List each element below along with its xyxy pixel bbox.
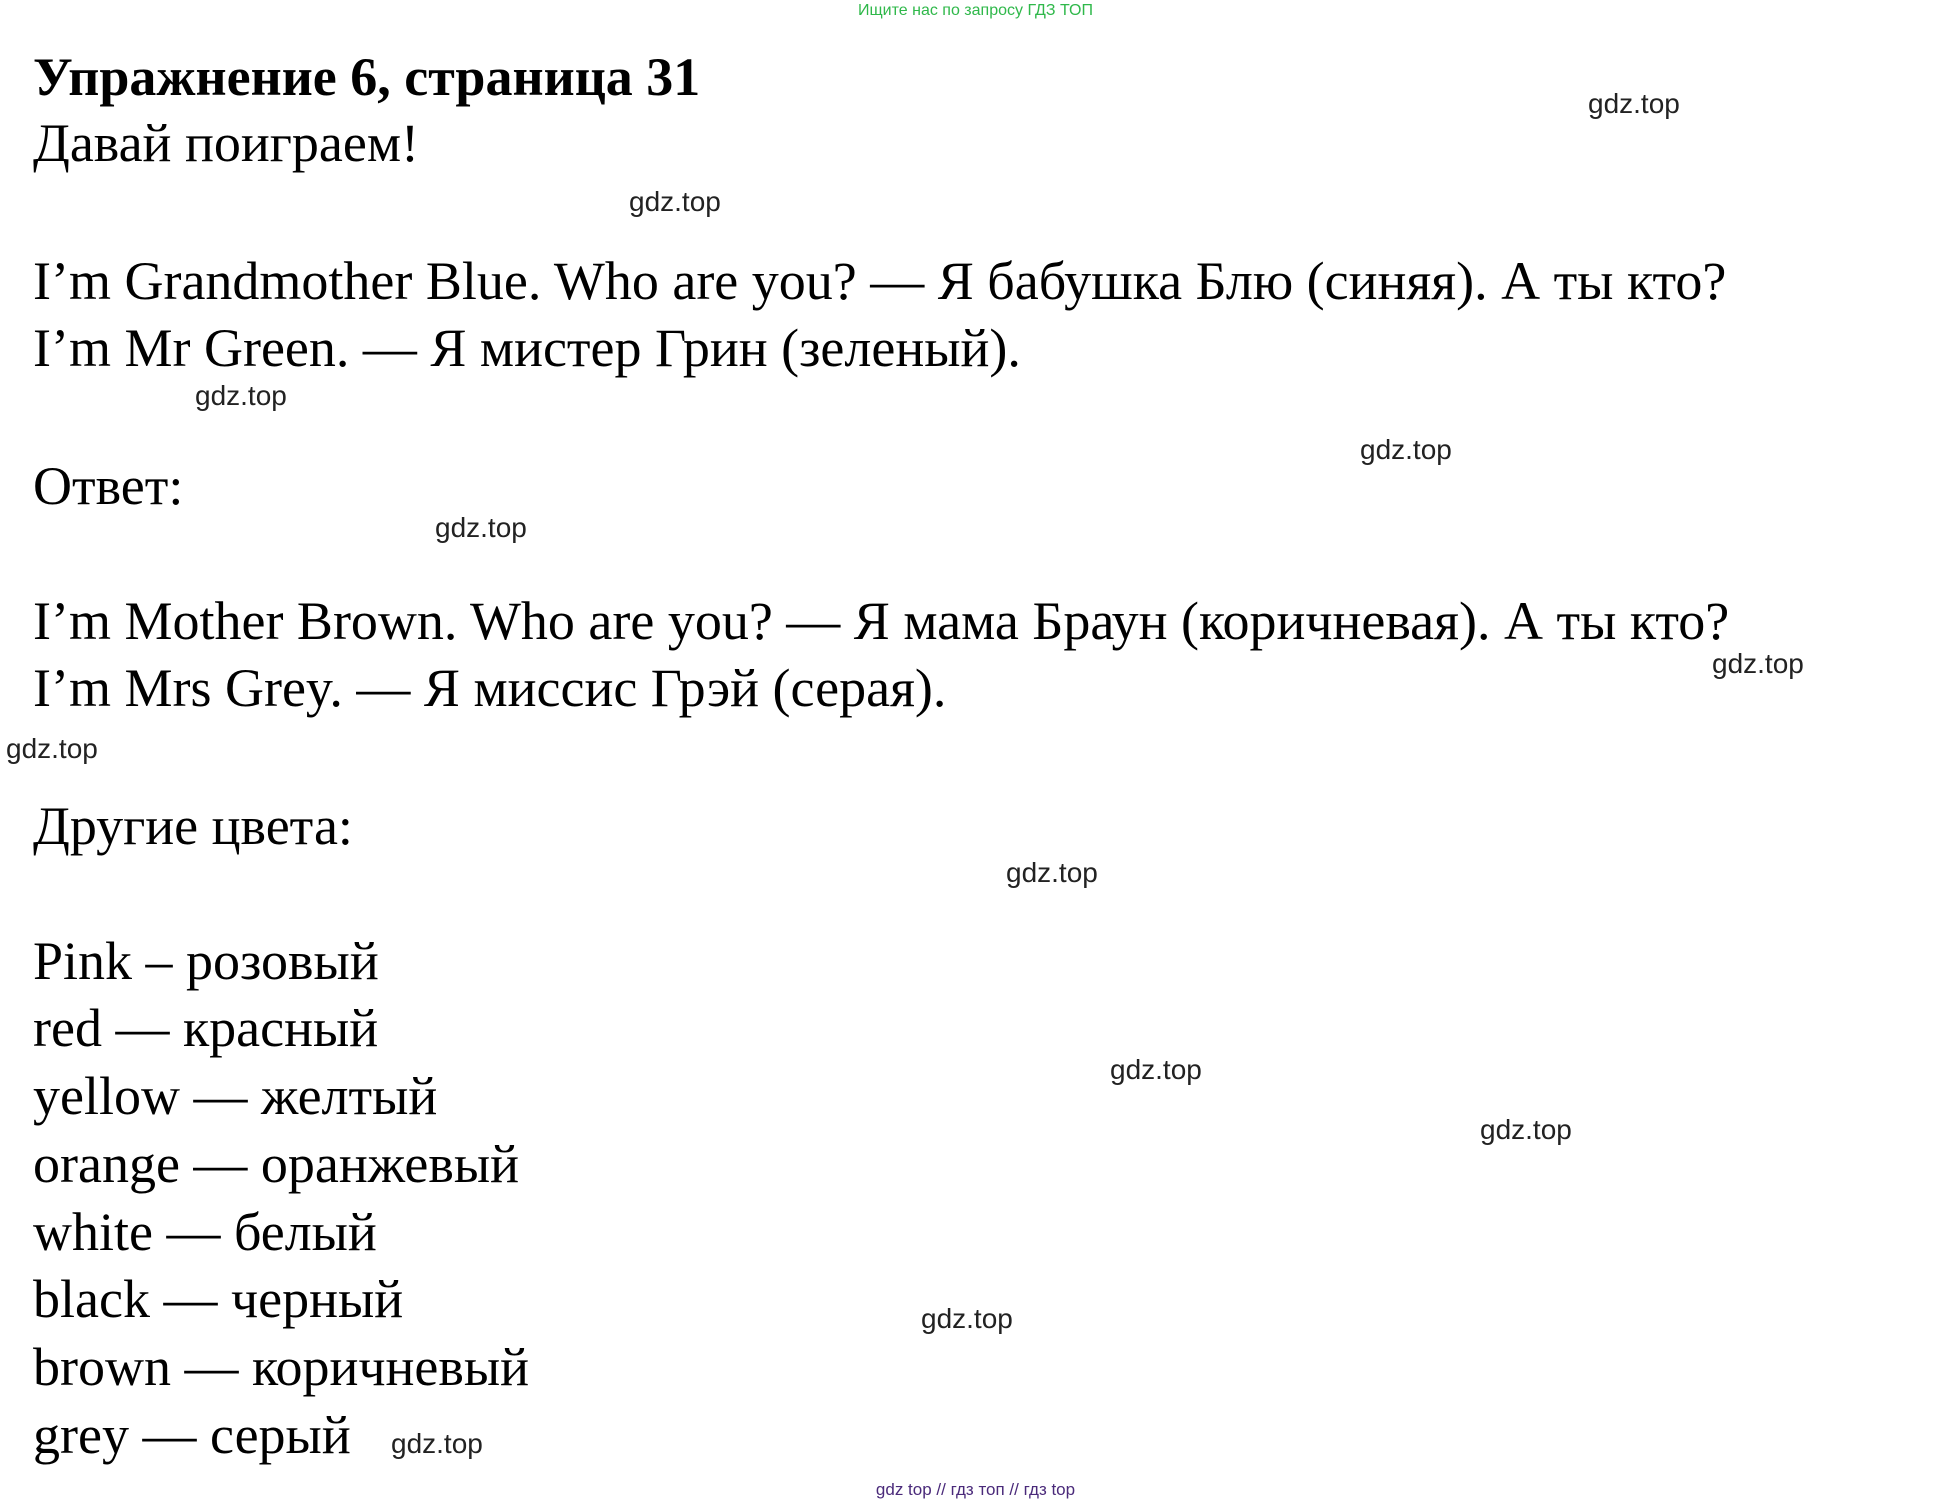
color-item-grey: grey — серый [33,1405,351,1465]
color-item-brown: brown — коричневый [33,1337,530,1397]
color-item-orange: orange — оранжевый [33,1134,520,1194]
watermark: gdz.top [6,733,98,764]
watermark: gdz.top [195,380,287,411]
color-item-white: white — белый [33,1202,377,1262]
watermark: gdz.top [391,1428,483,1459]
dialog-line-1: I’m Grandmother Blue. Who are you? — Я бабушка Блю (синяя). А ты кто? [33,251,1727,311]
answer-label: Ответ: [33,456,184,516]
watermark: gdz.top [1110,1054,1202,1085]
footer: gdz top // гдз топ // гдз top [875,1480,1076,1499]
watermark: gdz.top [1360,434,1452,465]
page-title: Упражнение 6, страница 31 [33,47,701,107]
color-item-black: black — черный [33,1269,404,1329]
watermark: gdz.top [921,1303,1013,1334]
color-item-yellow: yellow — желтый [33,1066,438,1126]
other-colors-label: Другие цвета: [33,796,353,856]
top-banner: Ищите нас по запросу ГДЗ ТОП [858,2,1093,19]
dialog-line-2: I’m Mr Green. — Я мистер Грин (зеленый). [33,318,1021,378]
watermark: gdz.top [629,186,721,217]
watermark: gdz.top [1006,857,1098,888]
watermark: gdz.top [1480,1114,1572,1145]
subtitle: Давай поиграем! [33,113,419,173]
answer-line-1: I’m Mother Brown. Who are you? — Я мама Браун (коричневая). А ты кто? [33,591,1730,651]
answer-line-2: I’m Mrs Grey. — Я миссис Грэй (серая). [33,658,947,718]
watermark: gdz.top [435,512,527,543]
watermark: gdz.top [1712,648,1804,679]
watermark: gdz.top [1588,88,1680,119]
color-item-red: red — красный [33,998,379,1058]
color-item-pink: Pink – розовый [33,931,379,991]
